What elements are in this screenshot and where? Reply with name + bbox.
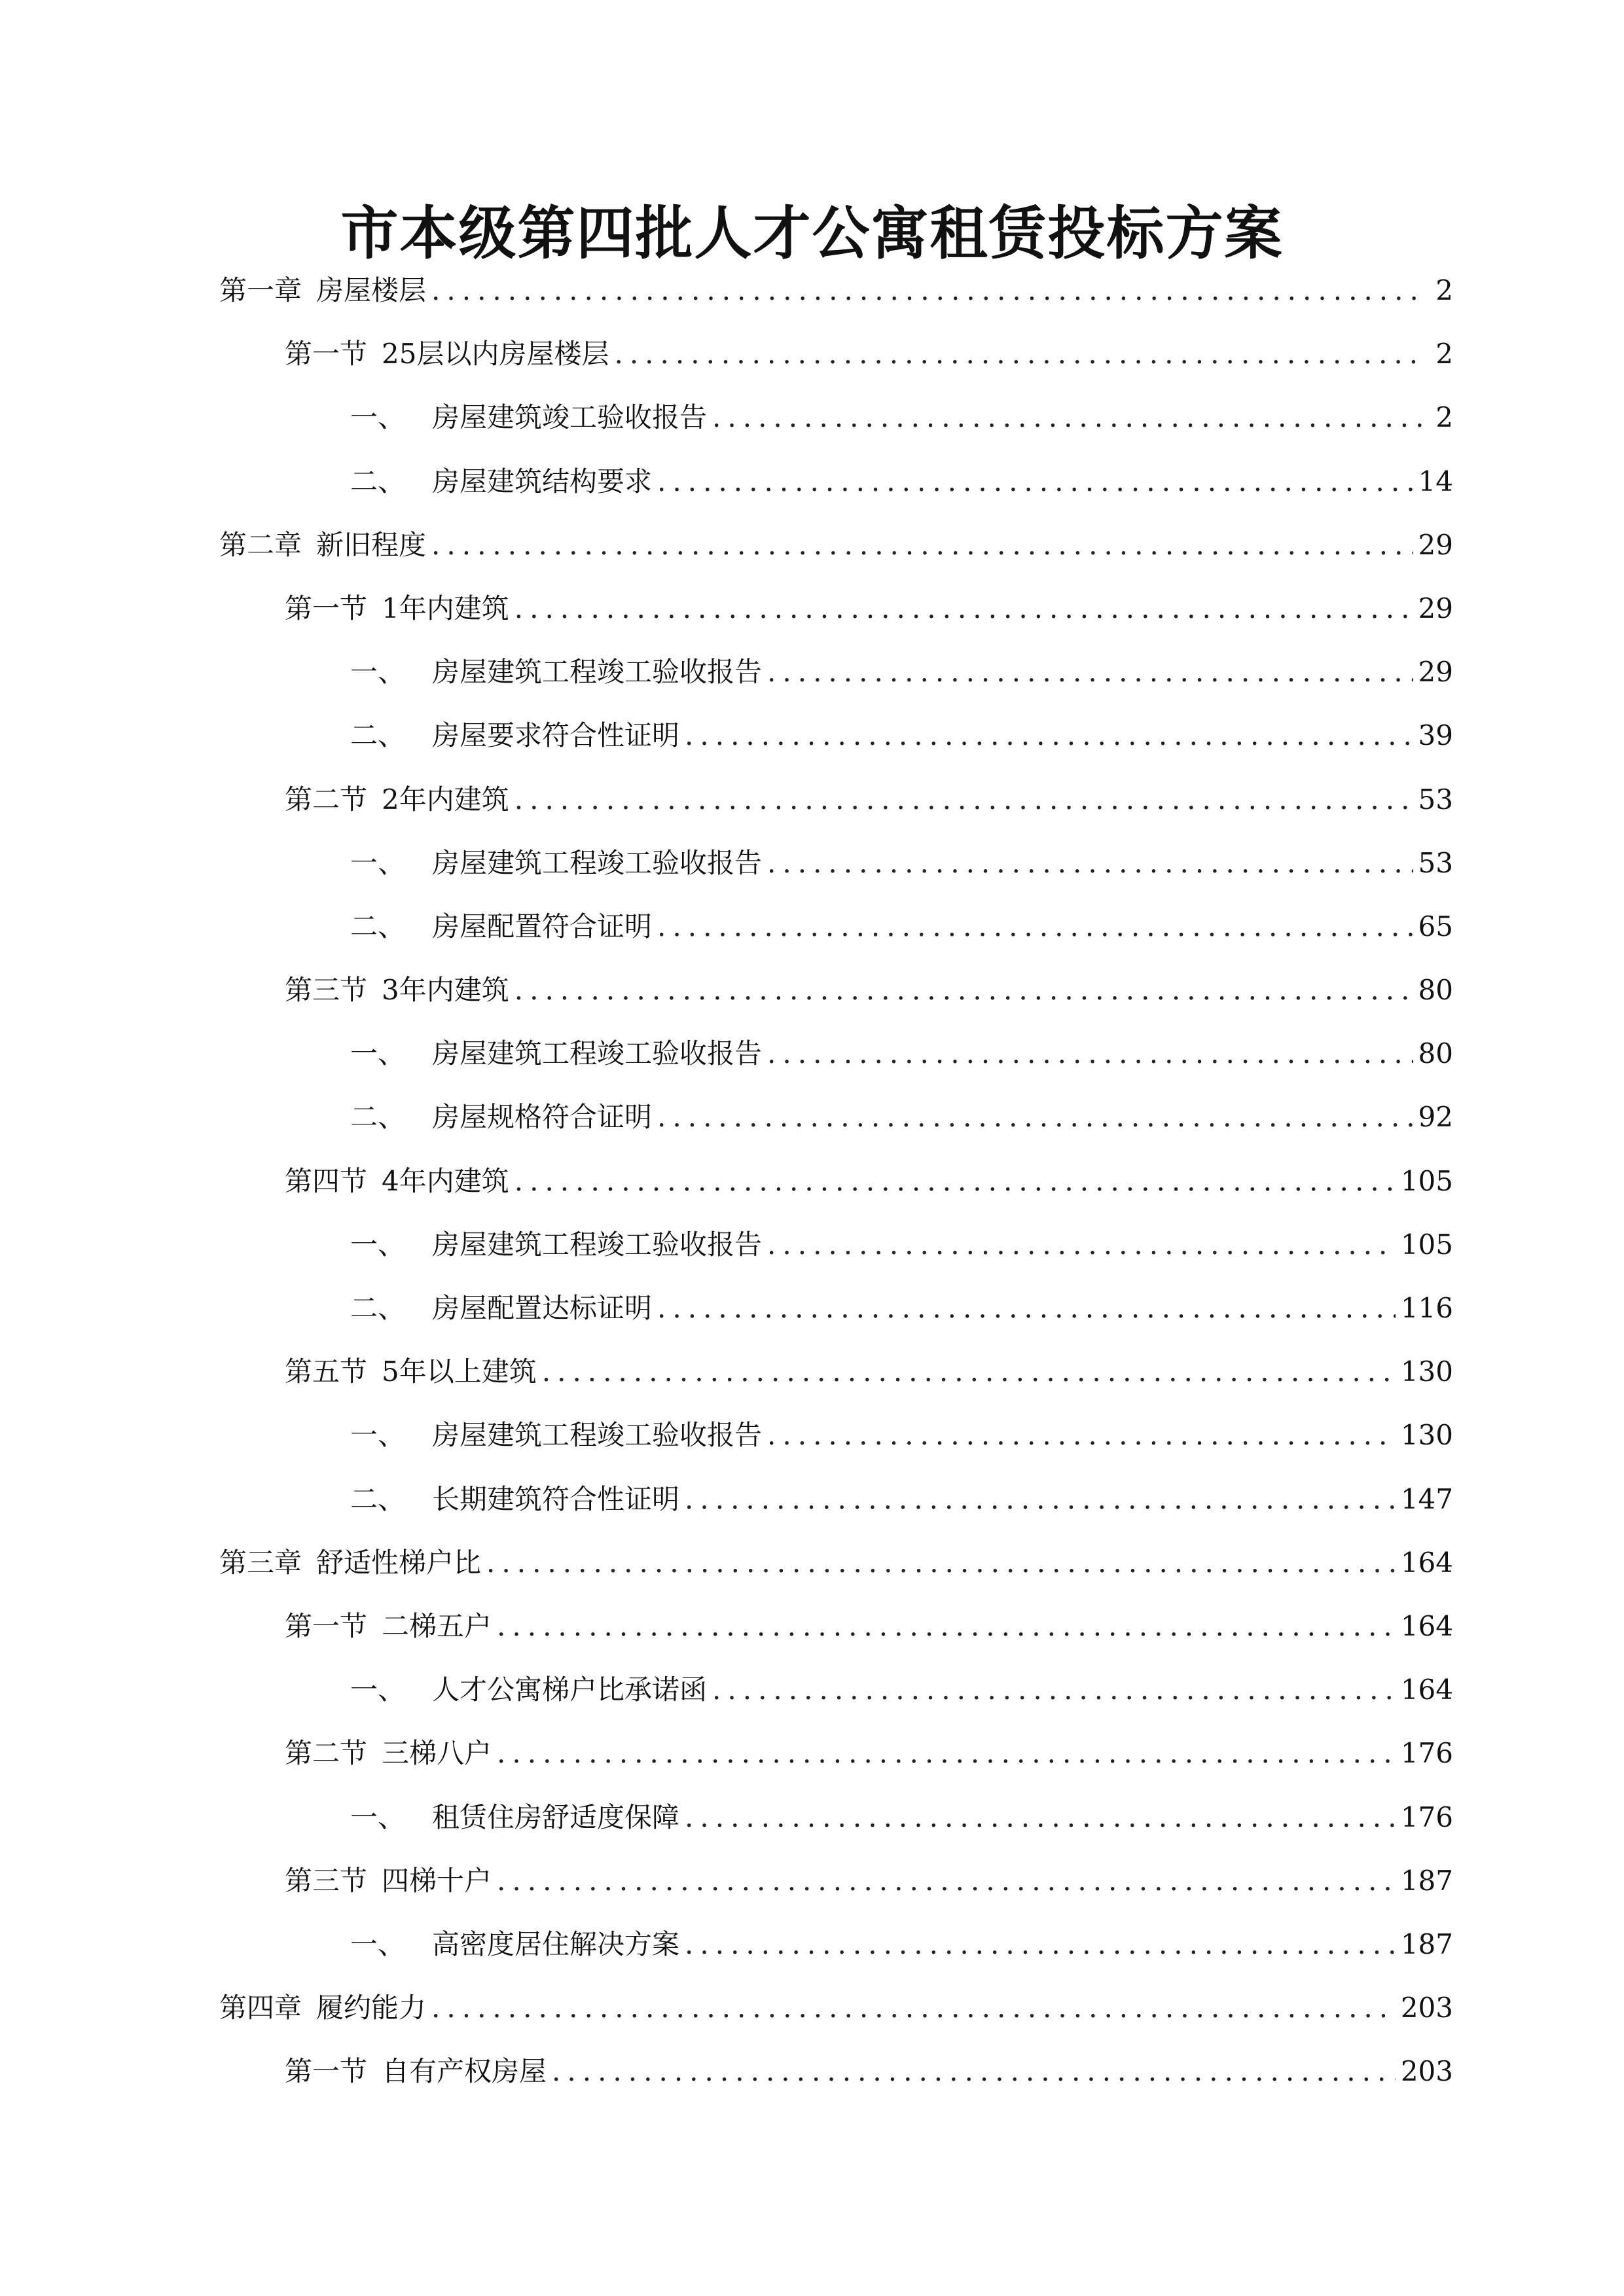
toc-entry[interactable] <box>219 386 1453 449</box>
toc-entry[interactable] <box>219 1403 1453 1467</box>
toc-entry-title: 25层以内房屋楼层 <box>382 338 609 370</box>
toc-dot-leader <box>767 831 1413 895</box>
table-of-contents <box>219 259 1453 2103</box>
toc-page-number: 29 <box>1418 528 1453 561</box>
toc-entry-number: 第一节 <box>285 2055 368 2088</box>
toc-entry-title: 租赁住房舒适度保障 <box>432 1801 680 1833</box>
toc-entry-label <box>350 1785 679 1849</box>
toc-entry-title: 三梯八户 <box>382 1737 492 1770</box>
toc-entry-number: 一、 <box>350 1928 406 1960</box>
toc-page-number: 53 <box>1418 783 1453 816</box>
toc-dot-leader <box>767 640 1413 704</box>
toc-entry-number: 第一章 <box>219 274 302 306</box>
toc-entry-label <box>285 1721 492 1785</box>
toc-entry[interactable] <box>219 704 1453 767</box>
toc-dot-leader <box>497 1594 1396 1658</box>
toc-entry-label <box>350 1085 652 1149</box>
toc-page-number: 130 <box>1400 1355 1453 1388</box>
toc-page-number: 105 <box>1400 1228 1453 1261</box>
toc-dot-leader <box>657 1085 1413 1149</box>
toc-entry-label <box>350 895 652 958</box>
toc-entry[interactable] <box>219 1721 1453 1785</box>
toc-entry-number: 一、 <box>350 1674 406 1706</box>
toc-entry[interactable] <box>219 322 1453 386</box>
toc-page-number: 187 <box>1400 1928 1453 1960</box>
toc-entry-title: 新旧程度 <box>316 528 427 561</box>
toc-entry-number: 第二节 <box>285 783 368 816</box>
toc-dot-leader <box>767 1403 1396 1467</box>
toc-page-number: 2 <box>1435 401 1453 434</box>
toc-entry[interactable] <box>219 1912 1453 1976</box>
toc-page-number: 29 <box>1418 592 1453 624</box>
toc-page-number: 147 <box>1400 1482 1453 1515</box>
toc-entry-label <box>350 640 762 704</box>
toc-dot-leader <box>685 1912 1396 1976</box>
toc-dot-leader <box>486 1531 1396 1594</box>
toc-dot-leader <box>657 895 1413 958</box>
toc-entry-number: 二、 <box>350 1101 406 1134</box>
toc-entry[interactable] <box>219 450 1453 513</box>
toc-dot-leader <box>514 1149 1396 1213</box>
toc-entry-label <box>285 322 609 386</box>
toc-dot-leader <box>497 1721 1396 1785</box>
toc-entry[interactable] <box>219 513 1453 577</box>
toc-entry[interactable] <box>219 1531 1453 1594</box>
toc-entry[interactable] <box>219 895 1453 958</box>
toc-entry-number: 第四节 <box>285 1164 368 1197</box>
toc-entry[interactable] <box>219 768 1453 831</box>
toc-dot-leader <box>431 259 1422 322</box>
toc-entry-number: 二、 <box>350 719 406 752</box>
toc-dot-leader <box>685 1467 1396 1531</box>
toc-entry-label <box>350 831 762 895</box>
toc-page-number: 164 <box>1400 1546 1453 1579</box>
toc-entry-label <box>219 513 426 577</box>
toc-dot-leader <box>514 958 1413 1022</box>
toc-entry-number: 一、 <box>350 846 406 879</box>
toc-page-number: 203 <box>1400 1992 1453 2024</box>
toc-entry-label <box>350 1403 762 1467</box>
toc-entry-label <box>350 1912 679 1976</box>
toc-entry-label <box>285 577 509 640</box>
toc-entry-label <box>350 1213 762 1276</box>
toc-page-number: 80 <box>1418 974 1453 1007</box>
toc-entry-label <box>285 1849 492 1912</box>
toc-entry-title: 房屋建筑结构要求 <box>432 465 653 497</box>
toc-page-number: 203 <box>1400 2055 1453 2088</box>
toc-entry-number: 一、 <box>350 1419 406 1452</box>
toc-entry-title: 长期建筑符合性证明 <box>432 1482 680 1515</box>
toc-dot-leader <box>431 1976 1396 2039</box>
toc-entry-title: 5年以上建筑 <box>382 1355 537 1388</box>
toc-entry-title: 1年内建筑 <box>382 592 509 624</box>
toc-dot-leader <box>614 322 1422 386</box>
toc-dot-leader <box>514 768 1413 831</box>
toc-entry-number: 一、 <box>350 656 406 689</box>
toc-entry-title: 房屋建筑工程竣工验收报告 <box>432 846 763 879</box>
toc-entry[interactable] <box>219 1340 1453 1403</box>
toc-entry-title: 舒适性梯户比 <box>316 1546 482 1579</box>
toc-page-number: 65 <box>1418 910 1453 942</box>
toc-dot-leader <box>767 1022 1413 1085</box>
toc-page-number: 92 <box>1418 1101 1453 1134</box>
toc-entry-label <box>350 1658 707 1721</box>
toc-dot-leader <box>514 577 1413 640</box>
toc-entry-number: 一、 <box>350 1801 406 1833</box>
toc-dot-leader <box>657 1276 1396 1340</box>
toc-entry[interactable] <box>219 640 1453 704</box>
toc-entry-title: 房屋楼层 <box>316 274 427 306</box>
toc-page-number: 164 <box>1400 1609 1453 1642</box>
toc-page-number: 2 <box>1435 274 1453 306</box>
toc-entry-title: 二梯五户 <box>382 1609 492 1642</box>
toc-entry[interactable] <box>219 958 1453 1022</box>
toc-entry-title: 房屋建筑工程竣工验收报告 <box>432 1419 763 1452</box>
toc-entry[interactable] <box>219 1276 1453 1340</box>
toc-entry[interactable] <box>219 1658 1453 1721</box>
toc-entry-number: 二、 <box>350 1292 406 1324</box>
toc-page-number: 53 <box>1418 846 1453 879</box>
toc-entry-number: 二、 <box>350 1482 406 1515</box>
toc-page-number: 116 <box>1400 1292 1453 1324</box>
toc-dot-leader <box>497 1849 1396 1912</box>
toc-entry-title: 人才公寓梯户比承诺函 <box>432 1674 708 1706</box>
toc-dot-leader <box>542 1340 1396 1403</box>
toc-entry[interactable] <box>219 1785 1453 1849</box>
toc-entry-label <box>350 1467 679 1531</box>
toc-page-number: 130 <box>1400 1419 1453 1452</box>
toc-entry-label <box>285 958 509 1022</box>
toc-entry-title: 房屋要求符合性证明 <box>432 719 680 752</box>
toc-entry-number: 第二章 <box>219 528 302 561</box>
toc-page-number: 39 <box>1418 719 1453 752</box>
toc-entry-label <box>350 704 679 767</box>
toc-page-number: 2 <box>1435 338 1453 370</box>
toc-entry-number: 第二节 <box>285 1737 368 1770</box>
toc-page-number: 164 <box>1400 1674 1453 1706</box>
toc-entry-title: 房屋规格符合证明 <box>432 1101 653 1134</box>
toc-page-number: 176 <box>1400 1737 1453 1770</box>
toc-entry-title: 房屋配置达标证明 <box>432 1292 653 1324</box>
toc-entry-title: 房屋建筑工程竣工验收报告 <box>432 1228 763 1261</box>
toc-entry-number: 第三章 <box>219 1546 302 1579</box>
toc-entry-number: 第五节 <box>285 1355 368 1388</box>
toc-entry-number: 二、 <box>350 465 406 497</box>
toc-dot-leader <box>712 1658 1396 1721</box>
toc-dot-leader <box>767 1213 1396 1276</box>
toc-dot-leader <box>685 1785 1396 1849</box>
toc-entry-number: 第一节 <box>285 592 368 624</box>
toc-page-number: 176 <box>1400 1801 1453 1833</box>
toc-entry-title: 4年内建筑 <box>382 1164 509 1197</box>
toc-entry[interactable] <box>219 1149 1453 1213</box>
toc-page-number: 14 <box>1418 465 1453 497</box>
toc-page-number: 80 <box>1418 1037 1453 1070</box>
toc-entry[interactable] <box>219 577 1453 640</box>
toc-entry-label <box>219 1976 426 2039</box>
toc-entry-label <box>285 1149 509 1213</box>
toc-entry-title: 房屋建筑工程竣工验收报告 <box>432 1037 763 1070</box>
toc-entry-title: 2年内建筑 <box>382 783 509 816</box>
toc-entry[interactable] <box>219 1085 1453 1149</box>
toc-page-number: 187 <box>1400 1864 1453 1897</box>
toc-entry[interactable] <box>219 1976 1453 2039</box>
toc-entry[interactable] <box>219 259 1453 322</box>
toc-dot-leader <box>657 450 1413 513</box>
toc-entry-title: 高密度居住解决方案 <box>432 1928 680 1960</box>
toc-entry-title: 履约能力 <box>316 1992 427 2024</box>
toc-entry[interactable] <box>219 831 1453 895</box>
toc-dot-leader <box>685 704 1413 767</box>
page-title: 市本级第四批人才公寓租赁投标方案 <box>340 198 1284 267</box>
toc-entry-number: 第三节 <box>285 974 368 1007</box>
toc-entry[interactable] <box>219 1849 1453 1912</box>
toc-entry-label <box>350 1022 762 1085</box>
toc-entry-number: 第四章 <box>219 1992 302 2024</box>
toc-page-number: 29 <box>1418 656 1453 689</box>
toc-entry-label <box>285 768 509 831</box>
toc-entry[interactable] <box>219 1022 1453 1085</box>
toc-entry-title: 3年内建筑 <box>382 974 509 1007</box>
toc-entry-number: 第三节 <box>285 1864 368 1897</box>
toc-dot-leader <box>431 513 1413 577</box>
toc-entry-number: 二、 <box>350 910 406 942</box>
toc-entry-label <box>350 450 652 513</box>
toc-entry-number: 一、 <box>350 401 406 434</box>
toc-page-number: 105 <box>1400 1164 1453 1197</box>
toc-entry-number: 一、 <box>350 1228 406 1261</box>
toc-entry-title: 四梯十户 <box>382 1864 492 1897</box>
toc-entry-number: 第一节 <box>285 338 368 370</box>
toc-entry[interactable] <box>219 1213 1453 1276</box>
toc-entry[interactable] <box>219 2039 1453 2103</box>
toc-entry-label <box>285 2039 547 2103</box>
toc-entry-label <box>285 1340 537 1403</box>
toc-entry-label <box>350 386 707 449</box>
toc-entry-label <box>219 259 426 322</box>
toc-entry-title: 房屋配置符合证明 <box>432 910 653 942</box>
toc-entry-number: 一、 <box>350 1037 406 1070</box>
toc-entry-label <box>285 1594 492 1658</box>
toc-entry-label <box>219 1531 481 1594</box>
toc-entry[interactable] <box>219 1467 1453 1531</box>
toc-entry-title: 自有产权房屋 <box>382 2055 547 2088</box>
toc-entry[interactable] <box>219 1594 1453 1658</box>
toc-entry-title: 房屋建筑工程竣工验收报告 <box>432 656 763 689</box>
toc-entry-label <box>350 1276 652 1340</box>
toc-dot-leader <box>712 386 1422 449</box>
toc-entry-number: 第一节 <box>285 1609 368 1642</box>
toc-entry-title: 房屋建筑竣工验收报告 <box>432 401 708 434</box>
toc-dot-leader <box>552 2039 1396 2103</box>
